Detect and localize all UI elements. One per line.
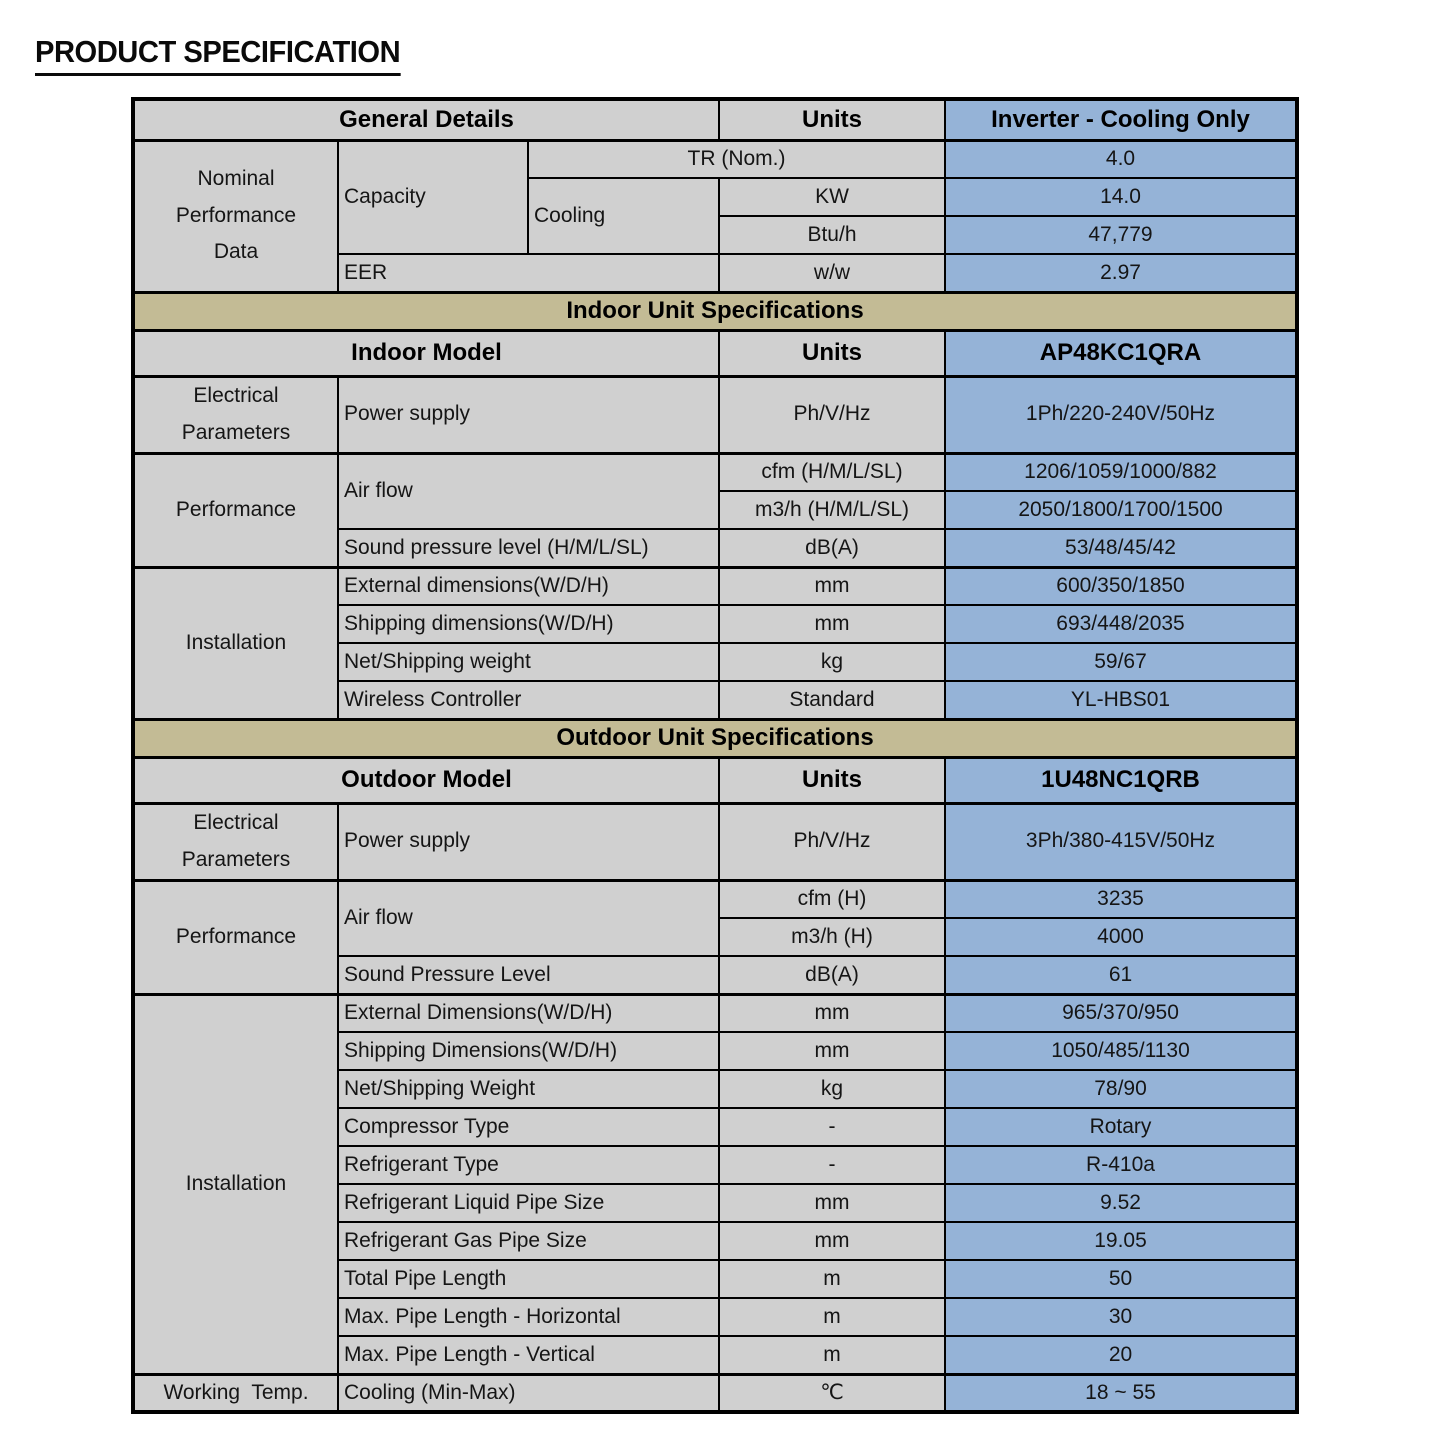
kw-unit: KW (719, 178, 945, 216)
outdoor-ship-dim-unit: mm (719, 1032, 945, 1070)
outdoor-electrical-group-label: Electrical Parameters (133, 803, 338, 880)
indoor-airflow-m3h-value: 2050/1800/1700/1500 (945, 491, 1297, 529)
outdoor-weight-value: 78/90 (945, 1070, 1297, 1108)
indoor-weight-label: Net/Shipping weight (338, 643, 719, 681)
indoor-ext-dim-unit: mm (719, 567, 945, 605)
outdoor-model-value: 1U48NC1QRB (945, 757, 1297, 803)
total-pipe-length-label: Total Pipe Length (338, 1260, 719, 1298)
outdoor-ext-dim-value: 965/370/950 (945, 994, 1297, 1032)
eer-label: EER (338, 254, 719, 292)
indoor-airflow-cfm-value: 1206/1059/1000/882 (945, 453, 1297, 491)
product-specification-table (131, 97, 1299, 1414)
indoor-ext-dim-value: 600/350/1850 (945, 567, 1297, 605)
indoor-model-value: AP48KC1QRA (945, 330, 1297, 376)
indoor-section-band: Indoor Unit Specifications (133, 292, 1297, 330)
max-pipe-vertical-label: Max. Pipe Length - Vertical (338, 1336, 719, 1374)
indoor-units-header: Units (719, 330, 945, 376)
indoor-power-supply-label: Power supply (338, 376, 719, 453)
indoor-sound-label: Sound pressure level (H/M/L/SL) (338, 529, 719, 567)
indoor-airflow-cfm-unit: cfm (H/M/L/SL) (719, 453, 945, 491)
indoor-installation-group-label: Installation (133, 567, 338, 719)
btuh-value: 47,779 (945, 216, 1297, 254)
indoor-sound-unit: dB(A) (719, 529, 945, 567)
outdoor-airflow-cfm-unit: cfm (H) (719, 880, 945, 918)
liquid-pipe-value: 9.52 (945, 1184, 1297, 1222)
outdoor-sound-unit: dB(A) (719, 956, 945, 994)
max-pipe-vertical-unit: m (719, 1336, 945, 1374)
outdoor-sound-value: 61 (945, 956, 1297, 994)
eer-unit: w/w (719, 254, 945, 292)
cooling-label: Cooling (528, 178, 719, 254)
outdoor-installation-group-label: Installation (133, 994, 338, 1374)
total-pipe-length-unit: m (719, 1260, 945, 1298)
max-pipe-horizontal-value: 30 (945, 1298, 1297, 1336)
outdoor-airflow-cfm-value: 3235 (945, 880, 1297, 918)
indoor-electrical-group-label: Electrical Parameters (133, 376, 338, 453)
total-pipe-length-value: 50 (945, 1260, 1297, 1298)
refrigerant-type-label: Refrigerant Type (338, 1146, 719, 1184)
gas-pipe-unit: mm (719, 1222, 945, 1260)
outdoor-power-supply-value: 3Ph/380-415V/50Hz (945, 803, 1297, 880)
indoor-sound-value: 53/48/45/42 (945, 529, 1297, 567)
outdoor-units-header: Units (719, 757, 945, 803)
gas-pipe-value: 19.05 (945, 1222, 1297, 1260)
outdoor-power-supply-unit: Ph/V/Hz (719, 803, 945, 880)
outdoor-airflow-m3h-unit: m3/h (H) (719, 918, 945, 956)
working-temp-group-label: Working Temp. (133, 1374, 338, 1412)
gas-pipe-label: Refrigerant Gas Pipe Size (338, 1222, 719, 1260)
max-pipe-vertical-value: 20 (945, 1336, 1297, 1374)
max-pipe-horizontal-label: Max. Pipe Length - Horizontal (338, 1298, 719, 1336)
indoor-ext-dim-label: External dimensions(W/D/H) (338, 567, 719, 605)
indoor-ship-dim-unit: mm (719, 605, 945, 643)
kw-value: 14.0 (945, 178, 1297, 216)
indoor-ship-dim-label: Shipping dimensions(W/D/H) (338, 605, 719, 643)
refrigerant-type-unit: - (719, 1146, 945, 1184)
indoor-ship-dim-value: 693/448/2035 (945, 605, 1297, 643)
outdoor-ext-dim-label: External Dimensions(W/D/H) (338, 994, 719, 1032)
capacity-label: Capacity (338, 140, 528, 254)
compressor-type-value: Rotary (945, 1108, 1297, 1146)
general-details-header: General Details (133, 99, 719, 140)
outdoor-ship-dim-label: Shipping Dimensions(W/D/H) (338, 1032, 719, 1070)
indoor-weight-value: 59/67 (945, 643, 1297, 681)
liquid-pipe-unit: mm (719, 1184, 945, 1222)
nominal-performance-group-label: Nominal Performance Data (133, 140, 338, 292)
indoor-performance-group-label: Performance (133, 453, 338, 567)
indoor-power-supply-unit: Ph/V/Hz (719, 376, 945, 453)
outdoor-weight-unit: kg (719, 1070, 945, 1108)
indoor-controller-value: YL-HBS01 (945, 681, 1297, 719)
indoor-weight-unit: kg (719, 643, 945, 681)
indoor-airflow-label: Air flow (338, 453, 719, 529)
indoor-airflow-m3h-unit: m3/h (H/M/L/SL) (719, 491, 945, 529)
tr-nom-unit: TR (Nom.) (528, 140, 945, 178)
product-variant-header: Inverter - Cooling Only (945, 99, 1297, 140)
outdoor-performance-group-label: Performance (133, 880, 338, 994)
compressor-type-unit: - (719, 1108, 945, 1146)
liquid-pipe-label: Refrigerant Liquid Pipe Size (338, 1184, 719, 1222)
outdoor-sound-label: Sound Pressure Level (338, 956, 719, 994)
outdoor-weight-label: Net/Shipping Weight (338, 1070, 719, 1108)
max-pipe-horizontal-unit: m (719, 1298, 945, 1336)
working-temp-value: 18 ~ 55 (945, 1374, 1297, 1412)
working-temp-label: Cooling (Min-Max) (338, 1374, 719, 1412)
outdoor-ext-dim-unit: mm (719, 994, 945, 1032)
compressor-type-label: Compressor Type (338, 1108, 719, 1146)
indoor-model-header: Indoor Model (133, 330, 719, 376)
general-units-header: Units (719, 99, 945, 140)
tr-nom-value: 4.0 (945, 140, 1297, 178)
indoor-controller-label: Wireless Controller (338, 681, 719, 719)
indoor-power-supply-value: 1Ph/220-240V/50Hz (945, 376, 1297, 453)
outdoor-model-header: Outdoor Model (133, 757, 719, 803)
working-temp-unit: ℃ (719, 1374, 945, 1412)
outdoor-power-supply-label: Power supply (338, 803, 719, 880)
outdoor-airflow-label: Air flow (338, 880, 719, 956)
eer-value: 2.97 (945, 254, 1297, 292)
outdoor-section-band: Outdoor Unit Specifications (133, 719, 1297, 757)
outdoor-airflow-m3h-value: 4000 (945, 918, 1297, 956)
refrigerant-type-value: R-410a (945, 1146, 1297, 1184)
page-title: PRODUCT SPECIFICATION (35, 34, 400, 76)
btuh-unit: Btu/h (719, 216, 945, 254)
outdoor-ship-dim-value: 1050/485/1130 (945, 1032, 1297, 1070)
indoor-controller-unit: Standard (719, 681, 945, 719)
